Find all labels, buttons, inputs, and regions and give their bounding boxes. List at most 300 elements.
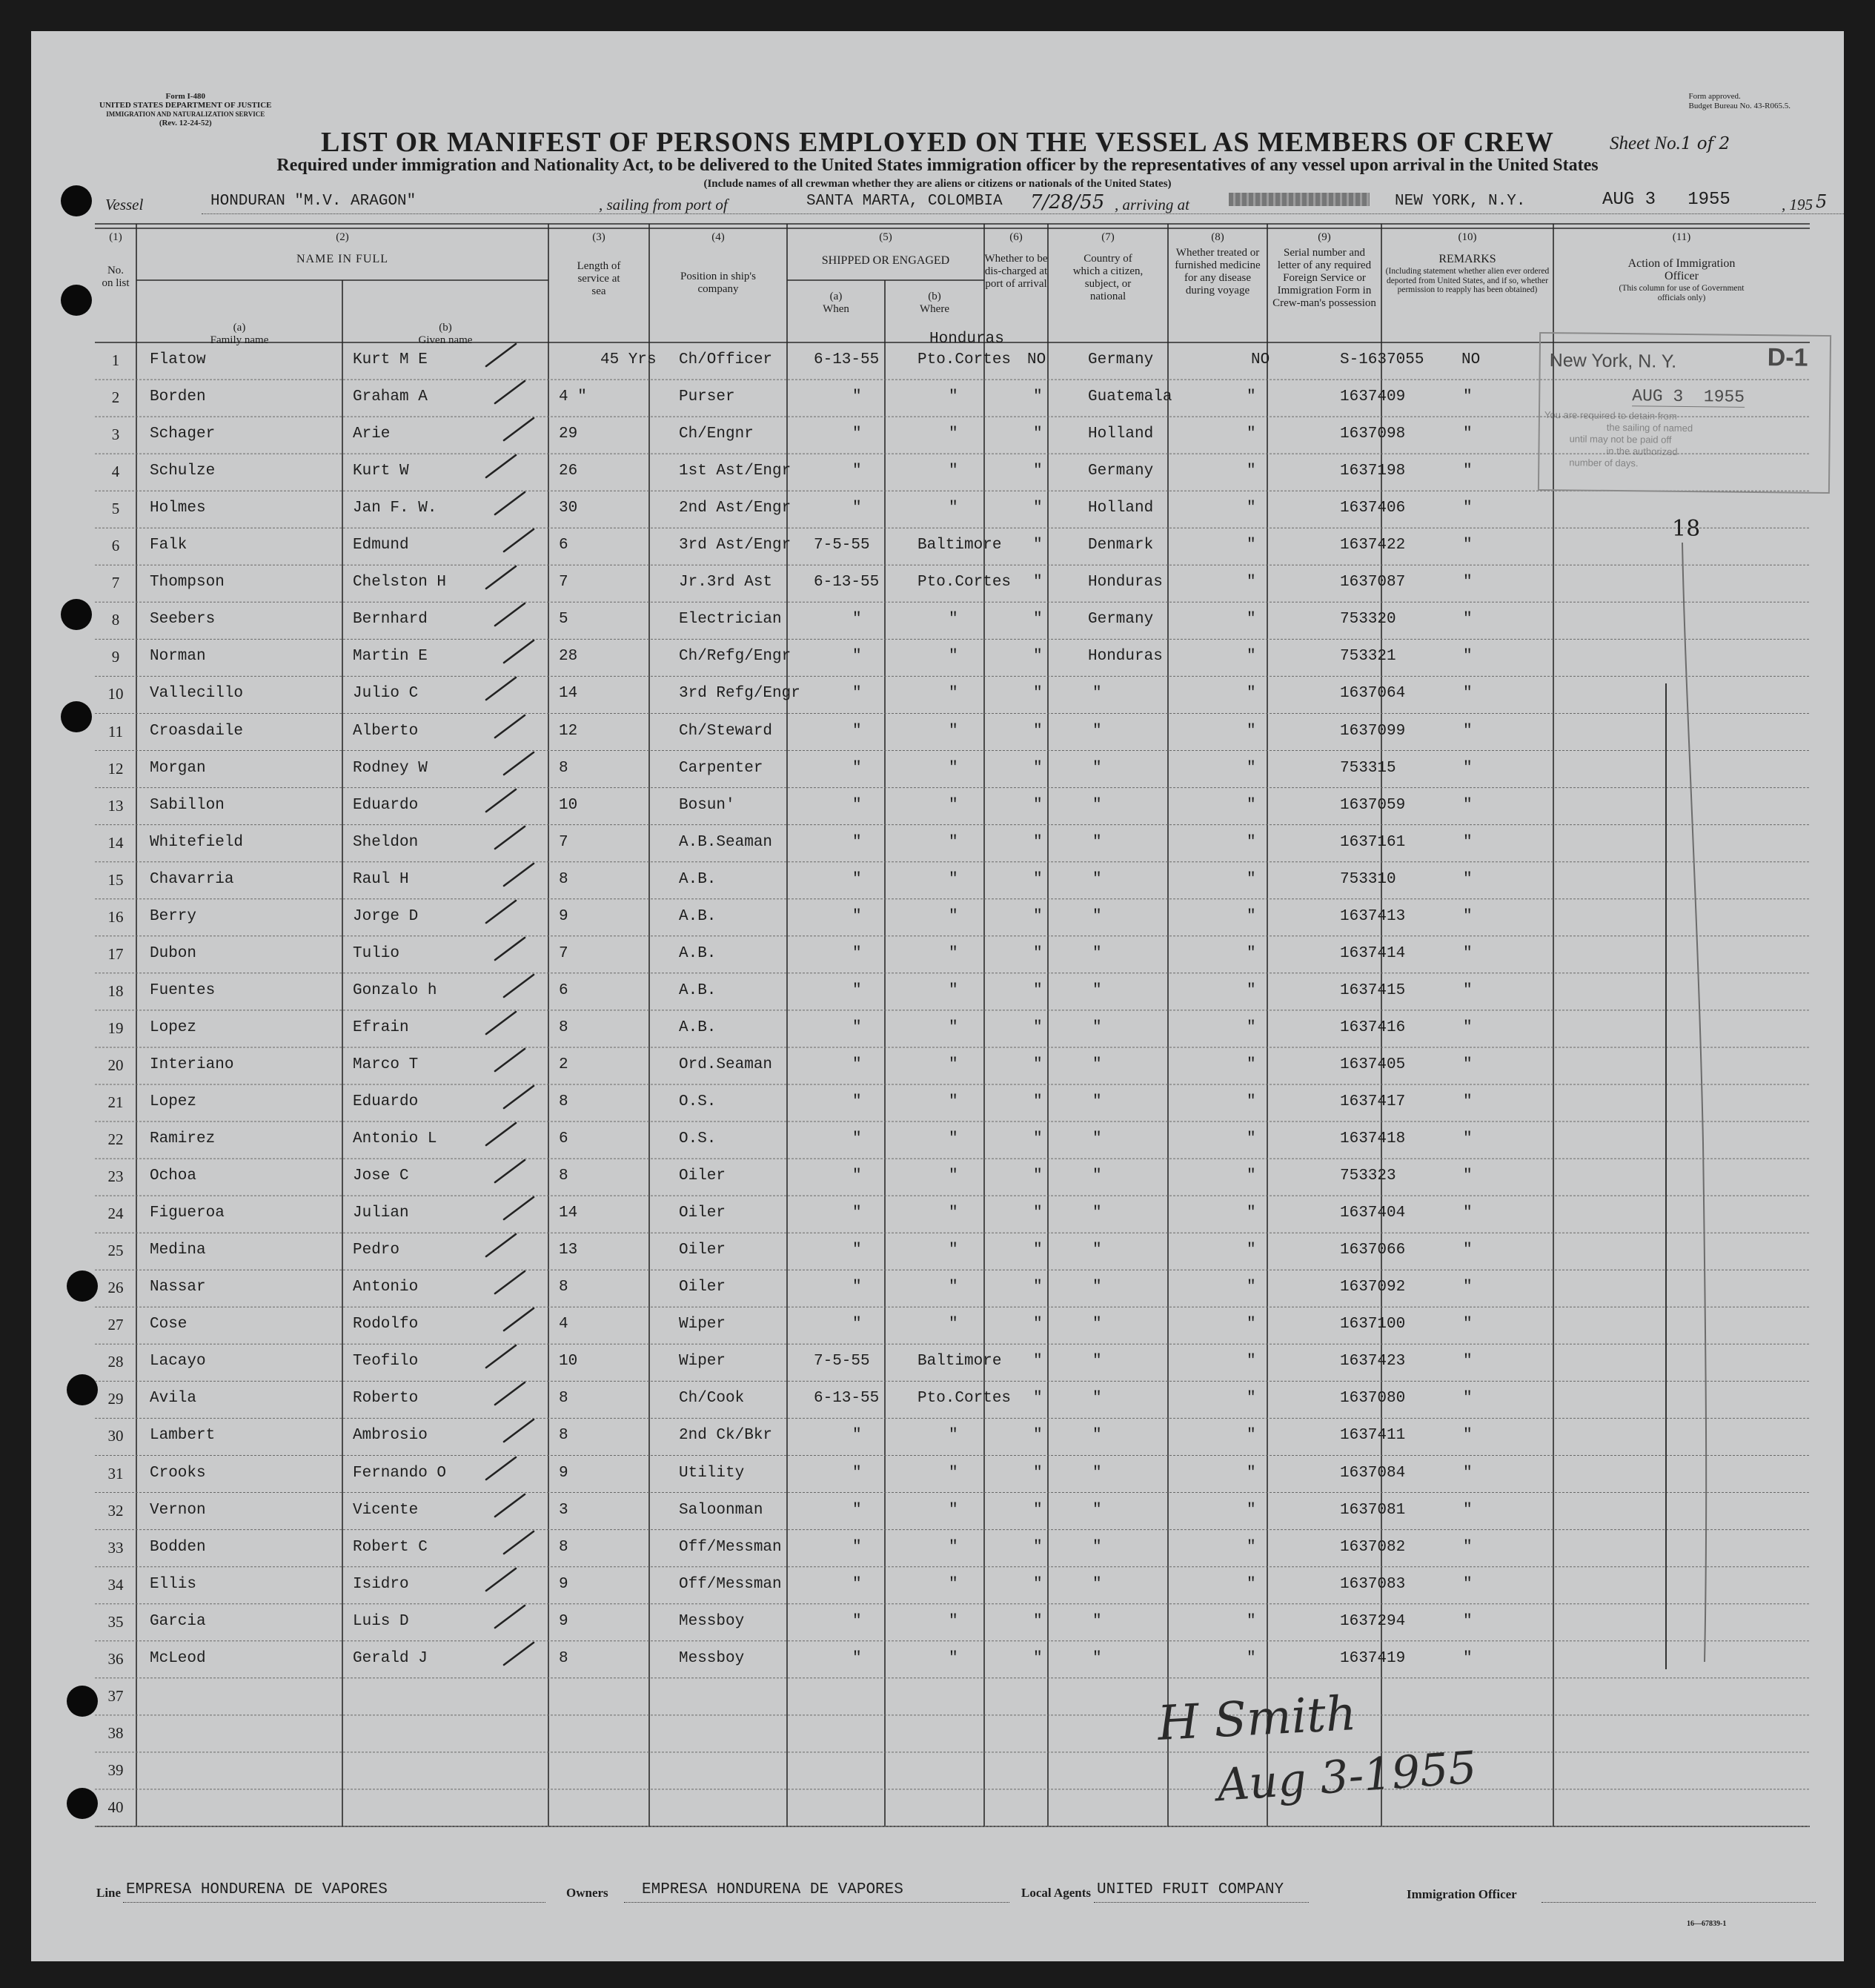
cell-discharged: " [1033,425,1043,443]
row-number: 15 [107,870,124,889]
check-mark-icon [501,1083,538,1113]
col2-label: NAME IN FULL [296,253,388,265]
cell-when: " [852,981,862,999]
cell-serial: 1637161 [1340,833,1406,851]
col3-label: Length of service at sea [577,260,621,297]
cell-when: " [852,388,862,406]
cell-discharged: " [1033,574,1043,592]
cell-given: Raul H [353,870,409,888]
crew-row [31,1316,1844,1338]
cell-given: Jose C [353,1167,409,1185]
check-mark-icon [501,1417,538,1446]
cell-given: Kurt M E [353,351,428,368]
cell-remarks: " [1463,944,1473,962]
cell-service: 13 [559,1242,578,1259]
cell-family: Fuentes [150,981,216,999]
col10-label: REMARKS [1438,253,1496,265]
cell-discharged: " [1033,1575,1043,1593]
cell-service: 4 [559,1316,568,1333]
crew-row [31,1279,1844,1301]
cell-service: 7 [559,944,568,962]
crew-row [31,1576,1844,1598]
cell-discharged: " [1033,500,1043,517]
check-mark-icon [492,935,529,964]
cell-given: Rodolfo [353,1316,419,1333]
cell-where: " [949,1575,958,1593]
cell-remarks: " [1463,537,1473,554]
cell-service: 9 [559,1464,568,1482]
cell-serial: 1637409 [1340,388,1406,406]
cell-treated: " [1247,1649,1256,1667]
crew-row [31,1353,1844,1375]
row-number: 25 [107,1242,124,1260]
cell-service: 29 [559,425,578,443]
cell-where: " [949,944,958,962]
cell-where: " [949,796,958,814]
cell-country: Honduras [1088,648,1163,666]
cell-discharged: " [1033,463,1043,480]
cell-discharged: " [1033,981,1043,999]
arrival-date: AUG 3 1955 [1602,190,1730,210]
cell-family: Lambert [150,1427,216,1445]
col7-number: (7) [1101,231,1115,243]
check-mark-icon [492,1491,529,1521]
cell-given: Kurt W [353,463,409,480]
col10-note: (Including statement whether alien ever ordered deported from United States, and if so, whether permission to reapply has been obtained) [1385,267,1550,294]
cell-treated: " [1247,1018,1256,1036]
cell-treated: " [1247,1279,1256,1296]
col8-label: Whether treated or furnished medicine for any disease during voyage [1175,247,1261,296]
cell-treated: " [1247,1130,1256,1148]
cell-given: Chelston H [353,574,447,592]
cell-remarks: " [1463,1130,1473,1148]
cell-country: Germany [1088,463,1154,480]
cell-position: Off/Messman [679,1538,782,1556]
cell-family: Flatow [150,351,206,368]
cell-family: Interiano [150,1056,234,1073]
cell-discharged: " [1033,870,1043,888]
cell-serial: 1637098 [1340,425,1406,443]
crew-row [31,1093,1844,1116]
cell-given: Pedro [353,1242,400,1259]
cell-family: Cose [150,1316,188,1333]
cell-remarks: " [1463,1390,1473,1408]
cell-when: " [852,870,862,888]
check-mark-icon [492,1157,529,1187]
cell-serial: 1637099 [1340,722,1406,740]
cell-remarks: " [1463,796,1473,814]
cell-family: Vernon [150,1501,206,1519]
cell-when: " [852,833,862,851]
stamp-port: New York, N. Y. [1549,350,1677,372]
cell-when: " [852,685,862,703]
cell-where: " [949,1612,958,1630]
cell-serial: 1637419 [1340,1649,1406,1667]
cell-discharged: " [1033,1167,1043,1185]
col6-number: (6) [1009,231,1023,243]
cell-service: 9 [559,1575,568,1593]
cell-given: Gonzalo h [353,981,437,999]
cell-when: " [852,1056,862,1073]
action-mark: 18 [1672,516,1701,542]
cell-given: Jorge D [353,907,419,925]
cell-treated: " [1247,574,1256,592]
cell-where: " [949,648,958,666]
cell-discharged: " [1033,944,1043,962]
col4-number: (4) [711,231,725,243]
cell-given: Fernando O [353,1464,447,1482]
cell-where: " [949,870,958,888]
cell-family: Norman [150,648,206,666]
cell-treated: " [1247,1242,1256,1259]
document-subnote: (Include names of all crewman whether they are aliens or citizens or nationals of the United States) [703,178,1172,190]
cell-remarks: " [1463,1612,1473,1630]
check-mark-icon [501,1194,538,1224]
col5b-header [885,291,984,316]
cell-service: 12 [559,722,578,740]
cell-country: " [1092,685,1102,703]
cell-country: " [1092,907,1102,925]
budget-bureau-line: Budget Bureau No. 43-R065.5. [1688,102,1791,110]
cell-when: 7-5-55 [814,1353,870,1371]
col10-number: (10) [1458,231,1477,243]
row-number: 24 [107,1205,124,1223]
check-mark-icon [501,526,538,556]
cell-treated: " [1247,463,1256,480]
cell-where-top: Honduras [929,331,1004,348]
cell-discharged: " [1033,722,1043,740]
cell-discharged: " [1033,1390,1043,1408]
crew-row [31,1130,1844,1153]
cell-position: Ch/Cook [679,1390,745,1408]
cell-discharged: " [1033,759,1043,777]
cell-serial: 1637083 [1340,1575,1406,1593]
cell-family: Ochoa [150,1167,197,1185]
row-number: 33 [107,1538,124,1557]
cell-family: Schager [150,425,216,443]
cell-serial: 1637100 [1340,1316,1406,1333]
cell-position: 1st Ast/Engr [679,463,792,480]
col7-label: Country of which a citizen, subject, or national [1072,253,1144,302]
officer-label: Immigration Officer [1407,1887,1517,1901]
col9-header [1267,231,1381,310]
cell-remarks: " [1463,1575,1473,1593]
port-stamp [1538,332,1831,494]
cell-remarks: " [1463,1242,1473,1259]
cell-where: " [949,425,958,443]
cell-serial: 1637080 [1340,1390,1406,1408]
cell-country: " [1092,1575,1102,1593]
row-number: 7 [111,574,120,592]
check-mark-icon [483,1009,520,1038]
cell-family: Whitefield [150,833,244,851]
cell-discharged: " [1033,1130,1043,1148]
cell-when: " [852,500,862,517]
cell-country: " [1092,1018,1102,1036]
row-number: 31 [107,1464,124,1482]
col2a-header [136,322,342,347]
cell-country: " [1092,759,1102,777]
cell-where: " [949,1464,958,1482]
cell-service: 8 [559,1167,568,1185]
cell-treated: " [1247,833,1256,851]
cell-given: Robert C [353,1538,428,1556]
owners-label: Owners [566,1886,608,1900]
cell-family: Lopez [150,1093,197,1110]
cell-family: Lacayo [150,1353,206,1371]
cell-given: Teofilo [353,1353,419,1371]
cell-family: Seebers [150,611,216,629]
cell-service: 8 [559,759,568,777]
crew-row [31,1502,1844,1524]
cell-service: 14 [559,685,578,703]
check-mark-icon [492,1046,529,1076]
cell-country: " [1092,1464,1102,1482]
cell-family: Medina [150,1242,206,1259]
row-number: 10 [107,685,124,703]
col5a-header [787,291,885,316]
col1-label: No. on list [102,265,130,289]
cell-position: Bosun' [679,796,735,814]
col5b-label: Where [920,303,949,315]
crew-row [31,908,1844,930]
check-mark-icon [501,749,538,779]
col8-header [1168,231,1267,297]
check-mark-icon [492,1268,529,1298]
crew-row [31,1687,1844,1709]
col9-label: Serial number and letter of any required Foreign Service or Immigration Form in Crew-man's possession [1272,247,1376,309]
cell-service: 3 [559,1501,568,1519]
sailing-label: , sailing from port of [599,196,728,213]
stamp-text-3: until may not be paid off [1569,433,1672,445]
line-value: EMPRESA HONDURENA DE VAPORES [126,1881,388,1898]
cell-treated: " [1247,796,1256,814]
crew-row [31,611,1844,633]
cell-position: 2nd Ast/Engr [679,500,792,517]
col1-number: (1) [109,231,122,243]
cell-position: Jr.3rd Ast [679,574,773,592]
cell-position: Ch/Officer [679,351,773,368]
sailing-port: SANTA MARTA, COLOMBIA [806,193,1003,210]
stamp-text-5: number of days. [1569,457,1639,469]
col5a-letter: (a) [829,291,843,302]
cell-remarks: " [1463,1501,1473,1519]
cell-service: 5 [559,611,568,629]
cell-country: " [1092,722,1102,740]
cell-where: " [949,1093,958,1110]
cell-treated: " [1247,1167,1256,1185]
row-number: 36 [107,1649,124,1668]
cell-given: Julio C [353,685,419,703]
col5-header [787,231,984,267]
cell-when: 6-13-55 [814,351,880,368]
cell-position: A.B. [679,870,717,888]
cell-remarks: " [1463,1167,1473,1185]
cell-where: " [949,1167,958,1185]
cell-discharged: " [1033,907,1043,925]
cell-given: Sheldon [353,833,419,851]
row-number: 40 [107,1798,124,1816]
row-number: 17 [107,944,124,963]
sheet-label: Sheet No. [1610,133,1681,153]
cell-discharged: " [1033,537,1043,554]
check-mark-icon [483,1565,520,1595]
cell-country: " [1092,1093,1102,1110]
footer [96,1881,1816,1911]
cell-discharged: " [1033,685,1043,703]
cell-remarks: " [1463,463,1473,480]
cell-remarks: " [1463,1056,1473,1073]
cell-treated: " [1247,648,1256,666]
cell-when: " [852,463,862,480]
cell-when: " [852,796,862,814]
cell-discharged: NO [1027,351,1046,368]
stamp-text-1: You are required to detain from [1544,409,1677,422]
crew-row [31,1465,1844,1487]
cell-discharged: " [1033,648,1043,666]
col11-number: (11) [1672,231,1691,243]
cell-serial: 1637404 [1340,1205,1406,1222]
cell-where: " [949,1279,958,1296]
cell-where: " [949,1242,958,1259]
cell-remarks: " [1463,500,1473,517]
cell-serial: 753310 [1340,870,1396,888]
cell-serial: 1637413 [1340,907,1406,925]
cell-discharged: " [1033,388,1043,406]
cell-where: Pto.Cortes [917,351,1012,368]
officer-underline [1542,1902,1816,1903]
cell-service: 14 [559,1205,578,1222]
cell-when: " [852,1316,862,1333]
cell-discharged: " [1033,611,1043,629]
cell-service: 8 [559,1538,568,1556]
crew-row [31,1650,1844,1672]
row-number: 38 [107,1723,124,1742]
cell-when: " [852,1538,862,1556]
cell-when: 7-5-55 [814,537,870,554]
crew-row [31,685,1844,707]
cell-country: " [1092,944,1102,962]
cell-given: Graham A [353,388,428,406]
cell-remarks: " [1463,870,1473,888]
cell-treated: " [1247,1464,1256,1482]
crew-row [31,871,1844,893]
cell-treated: " [1247,870,1256,888]
col8-number: (8) [1211,231,1224,243]
cell-country: " [1092,1390,1102,1408]
cell-serial: 753321 [1340,648,1396,666]
crew-row [31,1056,1844,1079]
cell-serial: 1637411 [1340,1427,1406,1445]
check-mark-icon [483,898,520,927]
cell-family: McLeod [150,1649,206,1667]
cell-discharged: " [1033,1316,1043,1333]
document-subtitle: Required under immigration and Nationality Act, to be delivered to the United States immigration officer by the representatives of any vessel upon arrival in the United States [276,156,1599,175]
crew-row [31,648,1844,670]
crew-row [31,723,1844,745]
form-number: Form I-480 [165,92,205,101]
col4-label: Position in ship's company [680,271,756,295]
cell-family: Dubon [150,944,197,962]
cell-when: 6-13-55 [814,1390,880,1408]
cell-position: Off/Messman [679,1575,782,1593]
cell-where: " [949,1316,958,1333]
crew-row [31,574,1844,596]
cell-service: 8 [559,1279,568,1296]
row-number: 14 [107,833,124,852]
cell-service: 8 [559,1018,568,1036]
cell-position: O.S. [679,1130,717,1148]
cell-discharged: " [1033,1464,1043,1482]
cell-service: 10 [559,1353,578,1371]
cell-service: 30 [559,500,578,517]
crew-row [31,1724,1844,1746]
cell-remarks: " [1463,388,1473,406]
cell-when: " [852,1205,862,1222]
cell-remarks: " [1463,611,1473,629]
cell-treated: NO [1251,351,1270,368]
cell-given: Rodney W [353,759,428,777]
row-number: 1 [111,351,120,369]
col2-number: (2) [336,231,349,243]
cell-treated: " [1247,500,1256,517]
check-mark-icon [501,1640,538,1669]
cell-treated: " [1247,1353,1256,1371]
col11-label: Action of Immigration Officer [1627,257,1736,282]
cell-given: Bernhard [353,611,428,629]
cell-remarks: " [1463,1427,1473,1445]
cell-country: " [1092,1353,1102,1371]
row-number: 13 [107,796,124,815]
cell-position: Oiler [679,1167,726,1185]
cell-discharged: " [1033,796,1043,814]
cell-country: Holland [1088,500,1154,517]
row-number: 16 [107,907,124,926]
cell-service: 45 Yrs [600,351,657,368]
col5a-label: When [823,303,849,315]
cell-country: Germany [1088,611,1154,629]
manifest-sheet [31,31,1844,1961]
cell-country: " [1092,1242,1102,1259]
col2b-letter: (b) [439,322,452,334]
cell-service: 6 [559,981,568,999]
cell-remarks: " [1463,1538,1473,1556]
cell-family: Ellis [150,1575,197,1593]
check-mark-icon [501,972,538,1001]
cell-treated: " [1247,1056,1256,1073]
cell-where: " [949,1649,958,1667]
cell-discharged: " [1033,833,1043,851]
cell-discharged: " [1033,1242,1043,1259]
cell-service: 26 [559,463,578,480]
col4-header [649,231,787,296]
cell-service: 8 [559,870,568,888]
cell-serial: S-1637055 [1340,351,1424,368]
row-number: 27 [107,1316,124,1334]
check-mark-icon [492,824,529,853]
cell-treated: " [1247,722,1256,740]
cell-treated: " [1247,537,1256,554]
stamp-text-2: the sailing of named [1606,421,1693,434]
cell-where: " [949,1205,958,1222]
crew-row [31,945,1844,967]
crew-row [31,1242,1844,1264]
cell-given: Eduardo [353,1093,419,1110]
cell-service: 4 " [559,388,587,406]
cell-given: Antonio L [353,1130,437,1148]
cell-service: 10 [559,796,578,814]
cell-country: " [1092,1167,1102,1185]
